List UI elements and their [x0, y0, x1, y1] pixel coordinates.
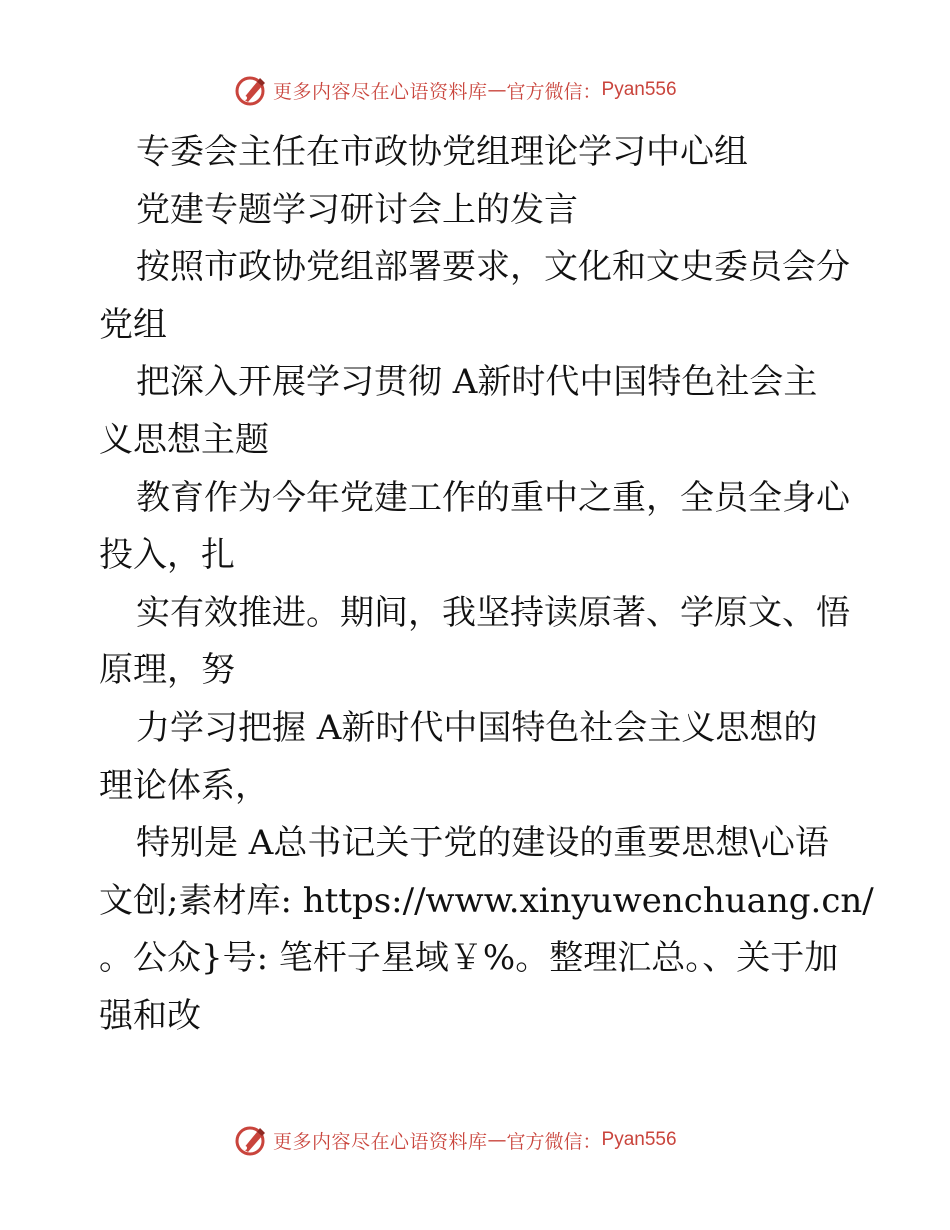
document-body	[99, 124, 874, 1046]
text-line: 强和改	[99, 995, 201, 1036]
footer-banner	[235, 1123, 715, 1157]
text-line: 特别是 A总书记关于党的建设的重要思想\心语	[136, 823, 829, 864]
pen-logo-icon	[235, 74, 267, 106]
text-line: 文创;素材库: https://www.xinyuwenchuang.cn/	[99, 880, 874, 921]
banner-dash: —	[487, 79, 507, 101]
wechat-id: Pyan556	[601, 79, 677, 100]
wechat-id: Pyan556	[601, 1129, 677, 1150]
text-line: 党建专题学习研讨会上的发言	[136, 189, 578, 230]
pen-logo-icon	[235, 1124, 267, 1156]
wechat-label: 官方微信：	[506, 80, 602, 103]
text-line: 把深入开展学习贯彻 A新时代中国特色社会主	[136, 362, 818, 403]
banner-text: 更多内容尽在心语资料库	[273, 80, 488, 103]
text-line: 党组	[99, 304, 167, 345]
text-line: 教育作为今年党建工作的重中之重，全员全身心	[136, 477, 850, 518]
banner-text: 更多内容尽在心语资料库	[273, 1130, 488, 1153]
text-line: 按照市政协党组部署要求，文化和文史委员会分	[136, 247, 850, 288]
text-line: 实有效推进。期间，我坚持读原著、学原文、悟	[136, 592, 850, 633]
text-line: 原理，努	[99, 650, 235, 691]
text-line: 义思想主题	[99, 419, 269, 460]
header-banner	[235, 73, 715, 107]
text-line: 专委会主任在市政协党组理论学习中心组	[136, 132, 748, 172]
text-line: 投入，扎	[99, 535, 235, 576]
banner-dash: —	[487, 1129, 507, 1151]
text-line: 。公众}号: 笔杆子星域￥%。整理汇总。、关于加	[99, 938, 839, 979]
text-line: 力学习把握 A新时代中国特色社会主义思想的	[136, 707, 818, 748]
wechat-label: 官方微信：	[506, 1130, 602, 1153]
text-line: 理论体系，	[99, 765, 269, 806]
